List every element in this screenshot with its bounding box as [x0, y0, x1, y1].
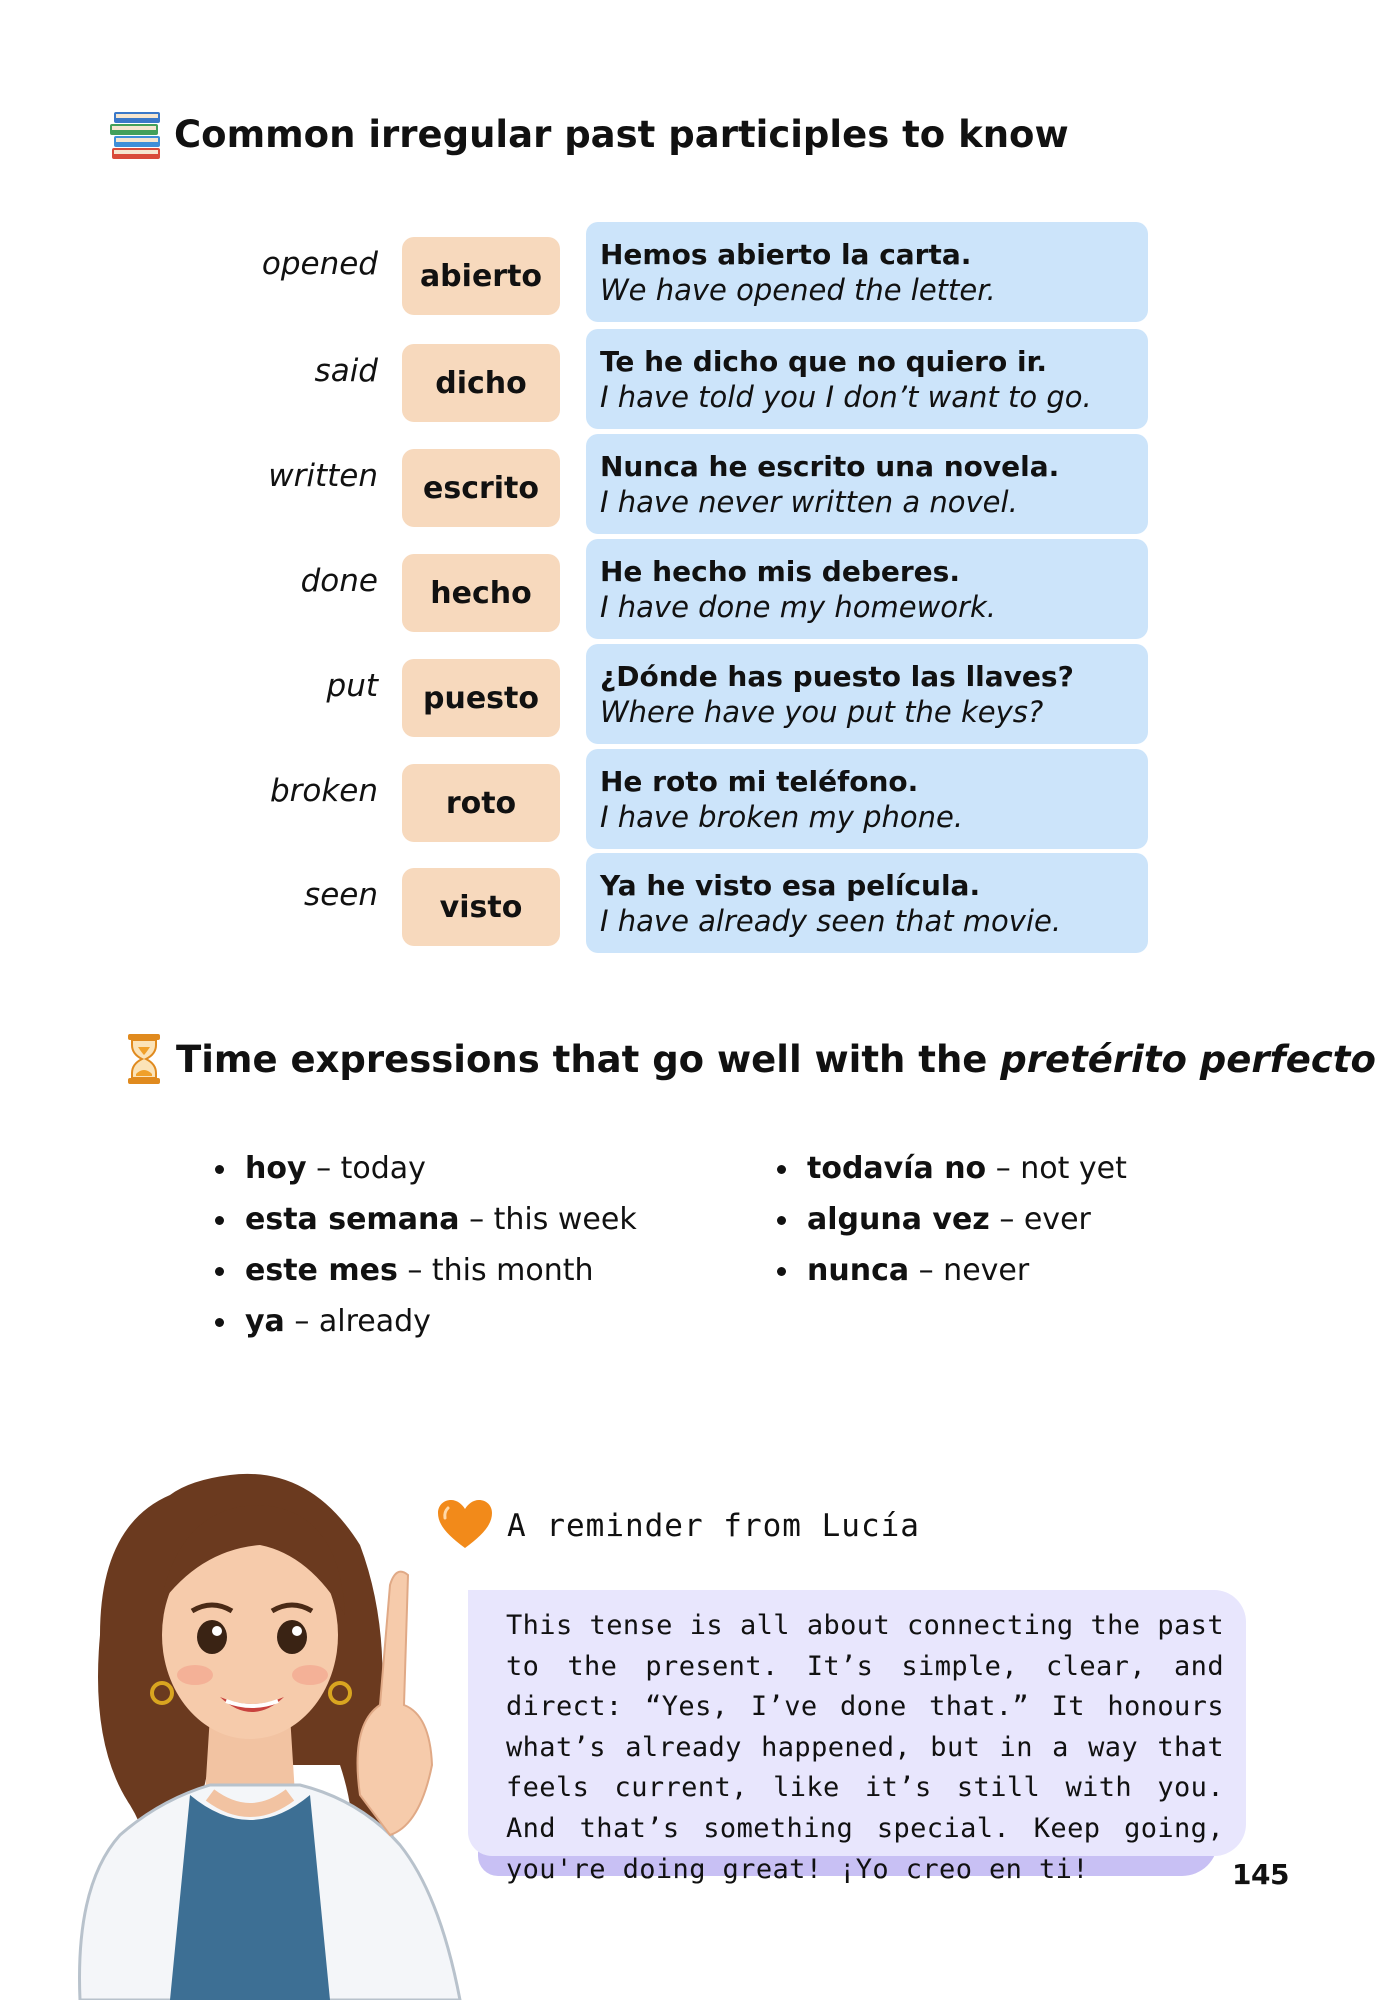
example-english: Where have you put the keys?	[600, 695, 1044, 729]
example-box	[586, 222, 1148, 322]
list-item	[210, 1296, 637, 1347]
participle-row	[0, 749, 1390, 849]
page-number: 145	[1232, 1858, 1289, 1891]
participle-chip: puesto	[402, 659, 560, 737]
example-spanish: He roto mi teléfono.	[600, 765, 919, 798]
example-spanish: ¿Dónde has puesto las llaves?	[600, 660, 1074, 693]
reminder-body: This tense is all about connecting the past to the present. It’s simple, clear, and direct: “Yes, I’ve done that.” It honours what’s already happened, but in a way that feels current, like it’s still with you. And that’s something special. Keep going, you're doing great! ¡Yo creo en ti!	[506, 1610, 1224, 1885]
example-box	[586, 644, 1148, 744]
english-verb: written	[268, 458, 378, 494]
example-english: I have done my homework.	[600, 590, 996, 624]
books-icon	[108, 104, 164, 164]
participle-chip: escrito	[402, 449, 560, 527]
expression-meaning: – ever	[989, 1202, 1091, 1237]
expression-meaning: – not yet	[986, 1151, 1127, 1186]
expression-meaning: – this month	[397, 1253, 594, 1288]
participle-row	[0, 539, 1390, 639]
expression-term: esta semana	[245, 1202, 460, 1237]
time-expressions-list-2	[772, 1143, 1127, 1296]
list-item	[772, 1194, 1127, 1245]
expression-meaning: – this week	[459, 1202, 637, 1237]
example-box	[586, 329, 1148, 429]
participle-row	[0, 644, 1390, 744]
expression-term: este mes	[245, 1253, 398, 1288]
example-box	[586, 434, 1148, 534]
example-english: I have told you I don’t want to go.	[600, 380, 1092, 414]
example-spanish: He hecho mis deberes.	[600, 555, 960, 588]
section-title-text: Time expressions that go well with the	[176, 1037, 1001, 1081]
list-item	[210, 1194, 637, 1245]
section-title-participles	[108, 104, 1069, 164]
participle-chip: hecho	[402, 554, 560, 632]
participle-row	[0, 853, 1390, 953]
english-verb: said	[314, 353, 378, 389]
participle-row	[0, 434, 1390, 534]
participle-chip: roto	[402, 764, 560, 842]
example-english: I have already seen that movie.	[600, 904, 1062, 938]
list-item	[210, 1245, 637, 1296]
section-title-emphasis: pretérito perfecto	[1000, 1037, 1376, 1081]
reminder-title: A reminder from Lucía	[507, 1508, 920, 1544]
expression-term: hoy	[245, 1151, 307, 1186]
speech-bubble	[468, 1590, 1246, 1885]
example-box	[586, 539, 1148, 639]
participle-chip: abierto	[402, 237, 560, 315]
time-expressions-list-1	[210, 1143, 637, 1347]
expression-meaning: – never	[909, 1253, 1030, 1288]
expression-term: alguna vez	[807, 1202, 990, 1237]
english-verb: done	[300, 563, 378, 599]
hourglass-icon	[122, 1032, 166, 1086]
section-title-time-expressions	[122, 1032, 1376, 1086]
example-english: I have never written a novel.	[600, 485, 1018, 519]
list-item	[772, 1245, 1127, 1296]
list-item	[772, 1143, 1127, 1194]
example-spanish: Nunca he escrito una novela.	[600, 450, 1060, 483]
heart-icon	[436, 1498, 494, 1550]
expression-meaning: – already	[284, 1304, 431, 1339]
english-verb: seen	[304, 877, 378, 913]
expression-term: ya	[245, 1304, 285, 1339]
example-box	[586, 853, 1148, 953]
section-title-text: Common irregular past participles to know	[174, 112, 1069, 156]
participle-chip: dicho	[402, 344, 560, 422]
english-verb: put	[326, 668, 378, 704]
example-spanish: Ya he visto esa película.	[600, 869, 981, 902]
example-english: I have broken my phone.	[600, 800, 964, 834]
participle-row	[0, 329, 1390, 429]
english-verb: broken	[269, 773, 378, 809]
english-verb: opened	[261, 246, 378, 282]
list-item	[210, 1143, 637, 1194]
expression-term: todavía no	[807, 1151, 987, 1186]
example-box	[586, 749, 1148, 849]
example-spanish: Te he dicho que no quiero ir.	[600, 345, 1047, 378]
participle-chip: visto	[402, 868, 560, 946]
participle-row	[0, 222, 1390, 322]
example-spanish: Hemos abierto la carta.	[600, 238, 972, 271]
expression-meaning: – today	[306, 1151, 426, 1186]
expression-term: nunca	[807, 1253, 910, 1288]
example-english: We have opened the letter.	[600, 273, 996, 307]
